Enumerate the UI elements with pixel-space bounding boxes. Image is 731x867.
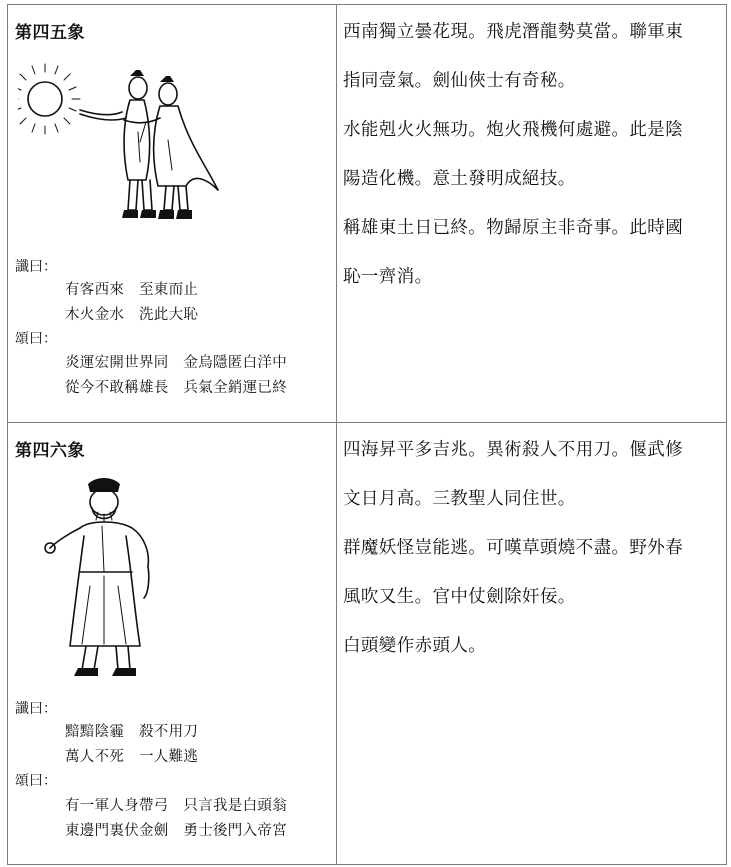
song-line: 有一軍人身帶弓 只言我是白頭翁 — [65, 798, 287, 814]
prose-line: 西南獨立曇花現。飛虎潛龍勢莫當。聯軍東 — [343, 22, 684, 42]
column-divider — [336, 5, 337, 864]
prose-line: 四海昇平多吉兆。異術殺人不用刀。偃武修 — [343, 440, 684, 460]
prose-line: 水能剋火火無功。炮火飛機何處避。此是陰 — [343, 120, 684, 140]
standing-warrior-illustration — [40, 476, 190, 686]
prose-line: 指同壹氣。劍仙俠士有奇秘。 — [343, 71, 576, 91]
chen-line: 有客西來 至東而止 — [65, 282, 199, 298]
song-label: 頌曰： — [15, 773, 57, 789]
prose-line: 文日月高。三教聖人同住世。 — [343, 489, 576, 509]
prose-line: 風吹又生。官中仗劍除奸佞。 — [343, 587, 576, 607]
warrior-figure — [45, 478, 149, 676]
two-men-figures — [80, 70, 218, 219]
prose-line: 稱雄東土日已終。物歸原主非奇事。此時國 — [343, 218, 684, 238]
prose-line: 陽造化機。意土發明成絕技。 — [343, 169, 576, 189]
chen-label: 讖曰： — [15, 259, 57, 275]
song-line: 炎運宏開世界同 金烏隱匿白洋中 — [65, 355, 287, 371]
song-line: 東邊門裏伏金劍 勇士後門入帝宮 — [65, 823, 287, 839]
row-divider — [8, 422, 726, 423]
prose-line: 恥一齊消。 — [343, 267, 433, 287]
sun-icon — [18, 64, 80, 134]
chen-line: 木火金水 洗此大恥 — [65, 307, 199, 323]
song-line: 從今不敢稱雄長 兵氣全銷運已終 — [65, 380, 287, 396]
chen-line: 黯黯陰霾 殺不用刀 — [65, 724, 199, 740]
section-title: 第四五象 — [15, 23, 85, 43]
section-title: 第四六象 — [15, 441, 85, 461]
chen-line: 萬人不死 一人難逃 — [65, 749, 199, 765]
prose-line: 群魔妖怪豈能逃。可嘆草頭燒不盡。野外春 — [343, 538, 684, 558]
song-label: 頌曰： — [15, 331, 57, 347]
prose-line: 白頭變作赤頭人。 — [343, 636, 487, 656]
sun-and-two-men-illustration — [18, 62, 238, 237]
chen-label: 讖曰： — [15, 701, 57, 717]
